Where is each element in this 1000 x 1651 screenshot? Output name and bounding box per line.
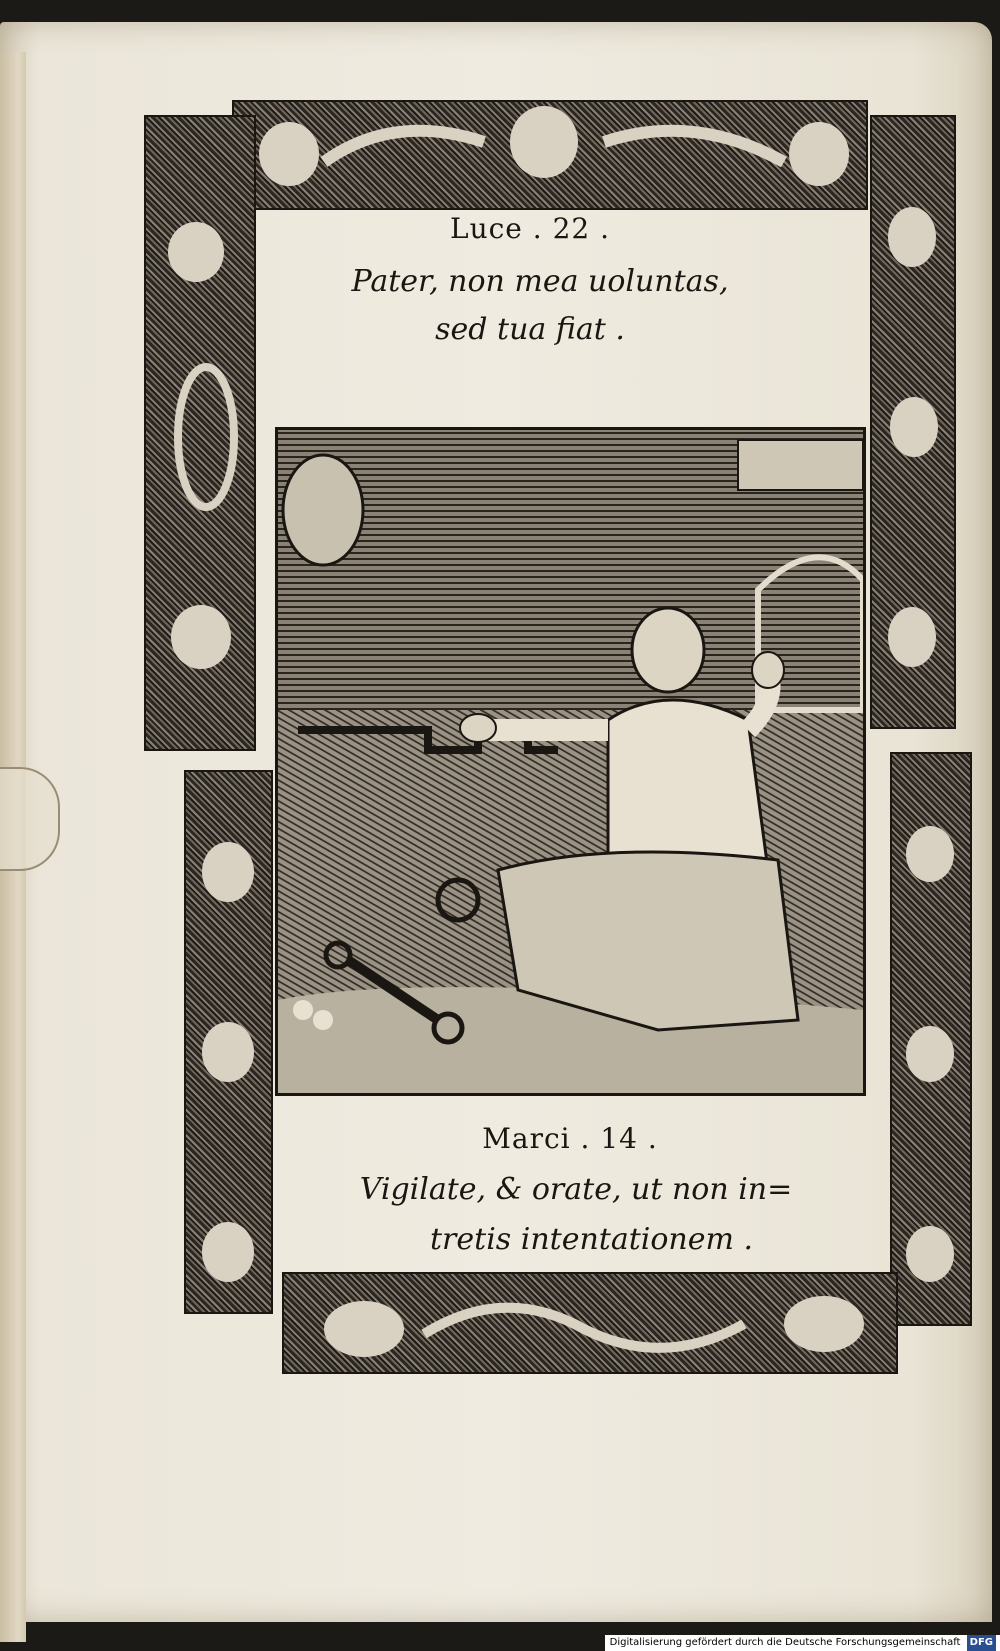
bottom-verse-line-2: tretis intentationem . [430, 1222, 754, 1257]
left-upper-ornament-border [144, 115, 256, 751]
bottom-ornament-border [282, 1272, 898, 1374]
footer-text: Digitalisierung gefördert durch die Deutsche Forschungsgemeinschaft [609, 1637, 961, 1648]
woodcut-illustration [275, 427, 866, 1096]
digitization-footer [605, 1635, 1000, 1651]
top-verse-line-1: Pater, non mea uoluntas, [351, 264, 729, 299]
top-verse-line-2: sed tua fiat . [435, 312, 625, 347]
bottom-verse-line-1: Vigilate, & orate, ut non in= [359, 1172, 793, 1207]
top-scripture-reference: Luce . 22 . [449, 212, 610, 245]
bottom-scripture-reference: Marci . 14 . [482, 1122, 658, 1155]
left-lower-ornament-border [184, 770, 273, 1314]
dfg-logo: DFG [967, 1635, 996, 1651]
right-lower-ornament-border [890, 752, 972, 1326]
top-ornament-border [232, 100, 868, 210]
page-tab-marker [0, 767, 60, 871]
right-upper-ornament-border [870, 115, 956, 729]
book-page [0, 22, 992, 1622]
